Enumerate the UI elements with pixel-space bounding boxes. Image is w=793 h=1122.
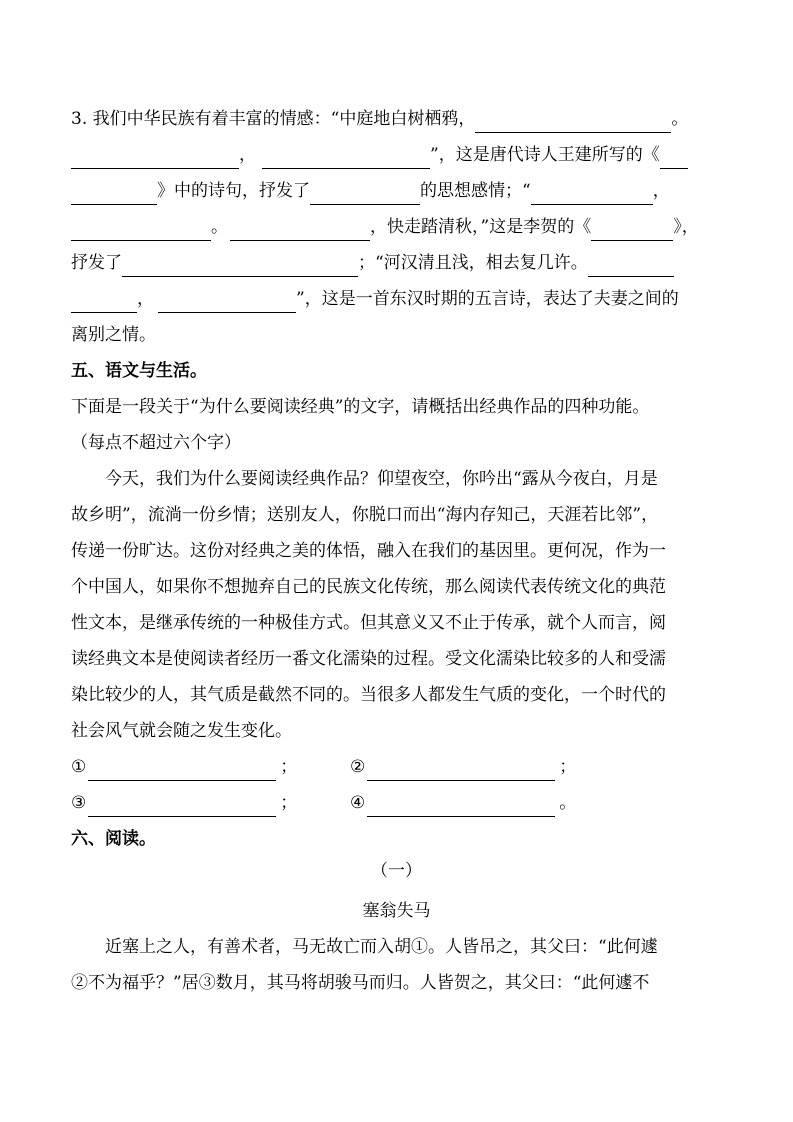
q3-text: 》中的诗句，抒发了 [157,181,310,201]
q3-line-6 [71,285,722,313]
answer-4 [350,789,576,817]
q3-line-5 [71,249,722,277]
title-text: 塞翁失马 [362,901,431,921]
heading-text: 六、阅读。 [71,829,156,849]
answer-blank[interactable] [588,256,674,277]
answer-blank[interactable] [262,148,430,169]
passage-text: 今天，我们为什么要阅读经典作品？仰望夜空，你吟出“露从今夜白，月是 [105,469,658,489]
article-text: ②不为福乎？”居③数月，其马将胡骏马而归。人皆贺之，其父曰：“此何遽不 [71,973,650,993]
q3-text: ；“河汉清且浅，相去复几许。 [358,253,588,273]
answer-number: ② [350,757,366,777]
section-5-heading [71,357,722,385]
passage-line [71,573,722,601]
section-6-heading [71,825,722,853]
heading-text: 五、语文与生活。 [71,361,207,381]
subsection-number [71,857,722,885]
q3-text: 》， [673,217,699,237]
answer-blank[interactable] [367,760,555,781]
answer-blank[interactable] [310,184,420,205]
q3-text: ， [239,145,256,165]
punct: ； [559,757,577,777]
answer-blank[interactable] [88,796,276,817]
passage-line [71,681,722,709]
q3-line-7 [71,321,722,349]
passage-text: 传递一份旷达。这份对经典之美的体悟，融入在我们的基因里。更何况，作为一 [71,541,666,561]
answer-blank[interactable] [367,796,555,817]
q3-line-4 [71,213,722,241]
q3-text: 的思想感情；“ [420,181,531,201]
answer-number: ③ [71,793,87,813]
question-text: 下面是一段关于“为什么要阅读经典”的文字，请概括出经典作品的四种功能。 [71,397,650,417]
answer-blank[interactable] [660,148,688,169]
s5-question-line-1 [71,393,722,421]
answer-blank[interactable] [475,112,671,133]
answer-3 [71,789,297,817]
q3-text: ， [652,181,670,201]
punct: ； [280,757,298,777]
q3-text: ”，这是一首东汉时期的五言诗，表达了夫妻之间的 [296,289,679,309]
answer-1 [71,753,297,781]
article-text: 近塞上之人，有善术者，马无故亡而入胡①。人皆吊之，其父曰：“此何遽 [105,937,658,957]
q3-text: 。 [211,217,228,237]
passage-line [71,465,722,493]
q3-line-1 [71,105,722,133]
answer-blank[interactable] [71,184,157,205]
passage-text: 故乡明”，流淌一份乡情；送别友人，你脱口而出“海内存知己，天涯若比邻”， [71,505,659,525]
answer-number: ① [71,757,87,777]
q3-text: ，快走踏清秋，”这是李贺的《 [370,217,592,237]
article-line [71,969,722,997]
answer-blank[interactable] [88,760,276,781]
answer-blank[interactable] [71,148,239,169]
passage-line [71,645,722,673]
answer-blank[interactable] [71,220,211,241]
q3-text: 抒发了 [71,253,122,273]
answer-blank[interactable] [591,220,673,241]
answer-blank[interactable] [158,292,296,313]
q3-text: ， [137,289,154,309]
punct: ； [280,793,298,813]
answer-blank[interactable] [230,220,370,241]
q3-text: 3. 我们中华民族有着丰富的情感：“中庭地白树栖鸦， [71,109,476,129]
passage-line [71,609,722,637]
passage-text: 个中国人，如果你不想抛弃自己的民族文化传统，那么阅读代表传统文化的典范 [71,577,666,597]
passage-text: 社会风气就会随之发生变化。 [71,721,292,741]
answer-2 [350,753,576,781]
article-title [71,897,722,925]
passage-text: 读经典文本是使阅读者经历一番文化濡染的过程。受文化濡染比较多的人和受濡 [71,649,666,669]
answer-blank[interactable] [531,184,653,205]
q3-text: 离别之情。 [71,325,156,345]
q3-text: 。 [671,109,689,129]
passage-text: 染比较少的人，其气质是截然不同的。当很多人都发生气质的变化，一个时代的 [71,685,666,705]
passage-line [71,501,722,529]
passage-text: 性文本，是继承传统的一种极佳方式。但其意义又不止于传承，就个人而言，阅 [71,613,666,633]
answer-blank[interactable] [71,292,137,313]
q3-text: ”，这是唐代诗人王建所写的《 [430,145,660,165]
passage-line [71,537,722,565]
article-line [71,933,722,961]
q3-line-2 [71,141,722,169]
s5-question-line-2 [71,429,722,457]
answer-number: ④ [350,793,366,813]
question-text: （每点不超过六个字） [71,433,241,453]
answer-blank[interactable] [122,256,358,277]
punct: 。 [559,793,577,813]
passage-line [71,717,722,745]
subsection-text: （一） [371,861,422,881]
q3-line-3 [71,177,722,205]
